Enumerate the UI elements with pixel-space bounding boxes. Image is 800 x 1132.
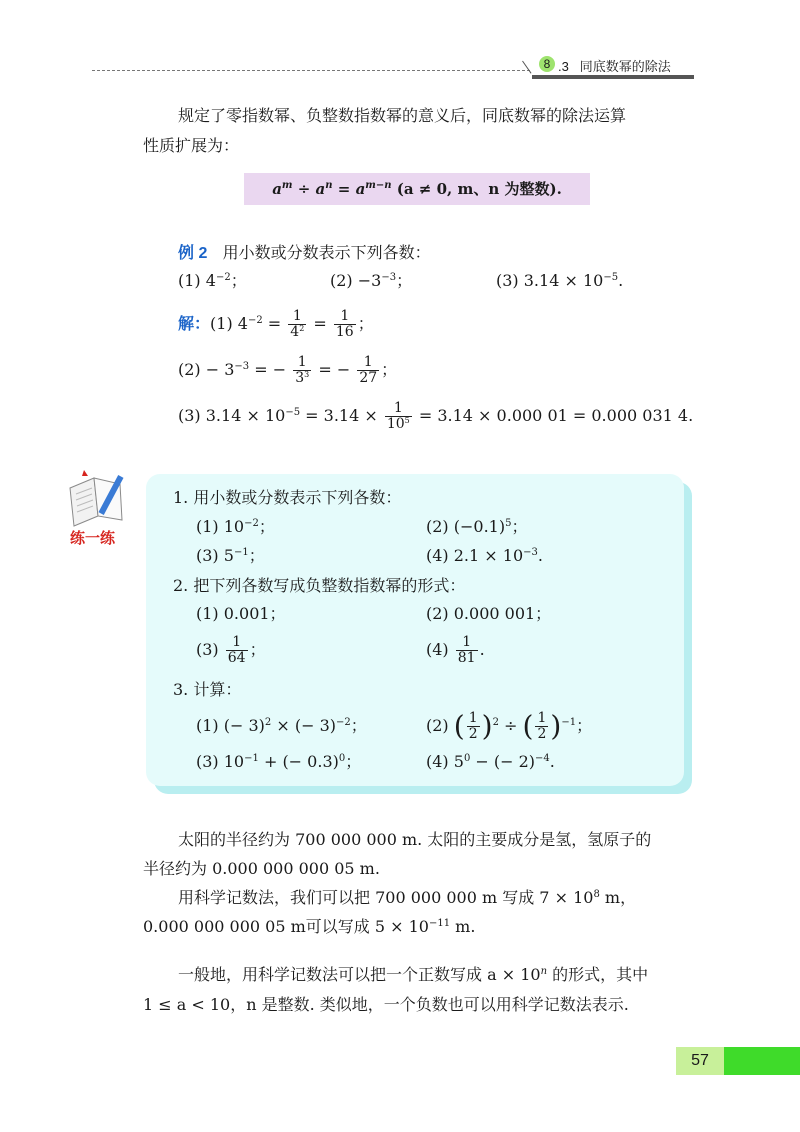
division-formula: $a^m \div a^n = a^{m-n}$ (a ≠ 0, m、n 为整数). [244, 173, 590, 205]
solution-label: 解： [178, 316, 211, 333]
header-divider [92, 70, 530, 71]
formula-condition: (a ≠ 0, m、n 为整数). [396, 180, 562, 198]
practice-q2-item-3: (3) $\frac{1}{64}$ ； [196, 634, 266, 666]
solution-line-2: $(2) - 3^{-3}$ = − $\frac{1}{3^3}$ = − $\frac{1}{27}$ ； [178, 354, 398, 386]
body-p1-line-2: 半径约为 0.000 000 000 05 m. [143, 859, 380, 878]
practice-q2-item-4: (4) $\frac{1}{81}$ . [426, 634, 485, 666]
solution-line-3: (3) $3.14 \times 10^{-5} = 3.14$ × $\frac{1}{10^5}$ = 3.14 × 0.000 01 = 0.000 031 4. [178, 400, 694, 432]
fraction: $\frac{1}{81}$ [457, 634, 476, 666]
practice-q3: 3. 计算： [173, 680, 242, 699]
fraction: $\frac{1}{64}$ [227, 634, 246, 666]
practice-q1-item-3: (3) $5^{-1}$； [196, 546, 265, 565]
solution-line-1: 解：(1) $4^{-2}$ = $\frac{1}{4^2}$ = $\frac{1}{16}$ ； [178, 308, 374, 340]
practice-q1-item-2: (2) $(-0.1)^5$； [426, 517, 528, 536]
practice-badge: 练一练 [70, 530, 116, 547]
body-p3-line-2: 1 ≤ a < 10，n 是整数. 类似地，一个负数也可以用科学记数法表示. [143, 995, 629, 1014]
example-item-1: (1) $4^{-2}$； [178, 271, 247, 290]
intro-line-2: 性质扩展为： [143, 136, 240, 155]
example-label: 例 2 [178, 245, 208, 262]
page-number: 57 [676, 1047, 724, 1075]
fraction: $\frac{1}{16}$ [335, 308, 354, 340]
practice-q1-item-4: (4) $2.1 \times 10^{-3}$. [426, 546, 543, 565]
section-number-badge: 8 [539, 56, 555, 72]
body-p1-line-1: 太阳的半径约为 700 000 000 m. 太阳的主要成分是氢，氢原子的 [178, 830, 652, 849]
section-title: .3 同底数幂的除法 [558, 59, 671, 74]
example-item-2: $(2) -3^{-3}$； [330, 271, 413, 290]
fraction: $\frac{1}{2}$ [468, 710, 478, 742]
fraction: $\frac{1}{4^2}$ [290, 308, 305, 340]
intro-line-1: 规定了零指数幂、负整数指数幂的意义后，同底数幂的除法运算 [178, 106, 627, 125]
practice-q3-item-3: (3) $10^{-1}$ + (− 0.3)$^0$； [196, 752, 362, 771]
header-divider-slant [522, 61, 531, 74]
fraction: $\frac{1}{27}$ [359, 354, 378, 386]
practice-q3-item-2: (2) ( $\frac{1}{2}$ )$^2$ ÷ ( $\frac{1}{2}$ )$^{-1}$； [426, 709, 593, 743]
practice-q3-item-1: (1) (− 3)$^2$ × (− 3)$^{-2}$； [196, 716, 367, 735]
body-p3-line-1: 一般地，用科学记数法可以把一个正数写成 $a \times 10^n$ 的形式，其中 [178, 965, 649, 984]
practice-q2-item-1: (1) 0.001； [196, 604, 286, 623]
practice-q1: 1. 用小数或分数表示下列各数： [173, 488, 402, 507]
example-item-3: (3) $3.14 \times 10^{-5}$. [496, 271, 624, 290]
fraction: $\frac{1}{10^5}$ [386, 400, 410, 432]
practice-q2-item-2: (2) 0.000 001； [426, 604, 552, 623]
practice-q3-item-4: (4) $5^0$ − (− 2)$^{-4}$. [426, 752, 555, 771]
practice-q1-item-1: (1) $10^{-2}$； [196, 517, 275, 536]
fraction: $\frac{1}{3^3}$ [295, 354, 310, 386]
page-number-bar [724, 1047, 800, 1075]
fraction: $\frac{1}{2}$ [537, 710, 547, 742]
book-pencil-icon [64, 470, 134, 528]
example-prompt: 用小数或分数表示下列各数： [222, 243, 431, 262]
example-2-heading [178, 243, 431, 264]
body-p2-line-2: 0.000 000 000 05 m可以写成 $5 \times 10^{-11}$ m. [143, 917, 476, 936]
practice-q2: 2. 把下列各数写成负整数指数幂的形式： [173, 576, 466, 595]
body-p2-line-1: 用科学记数法，我们可以把 700 000 000 m 写成 $7 \times 10^8$ m， [178, 888, 637, 907]
header-bar [532, 75, 694, 79]
